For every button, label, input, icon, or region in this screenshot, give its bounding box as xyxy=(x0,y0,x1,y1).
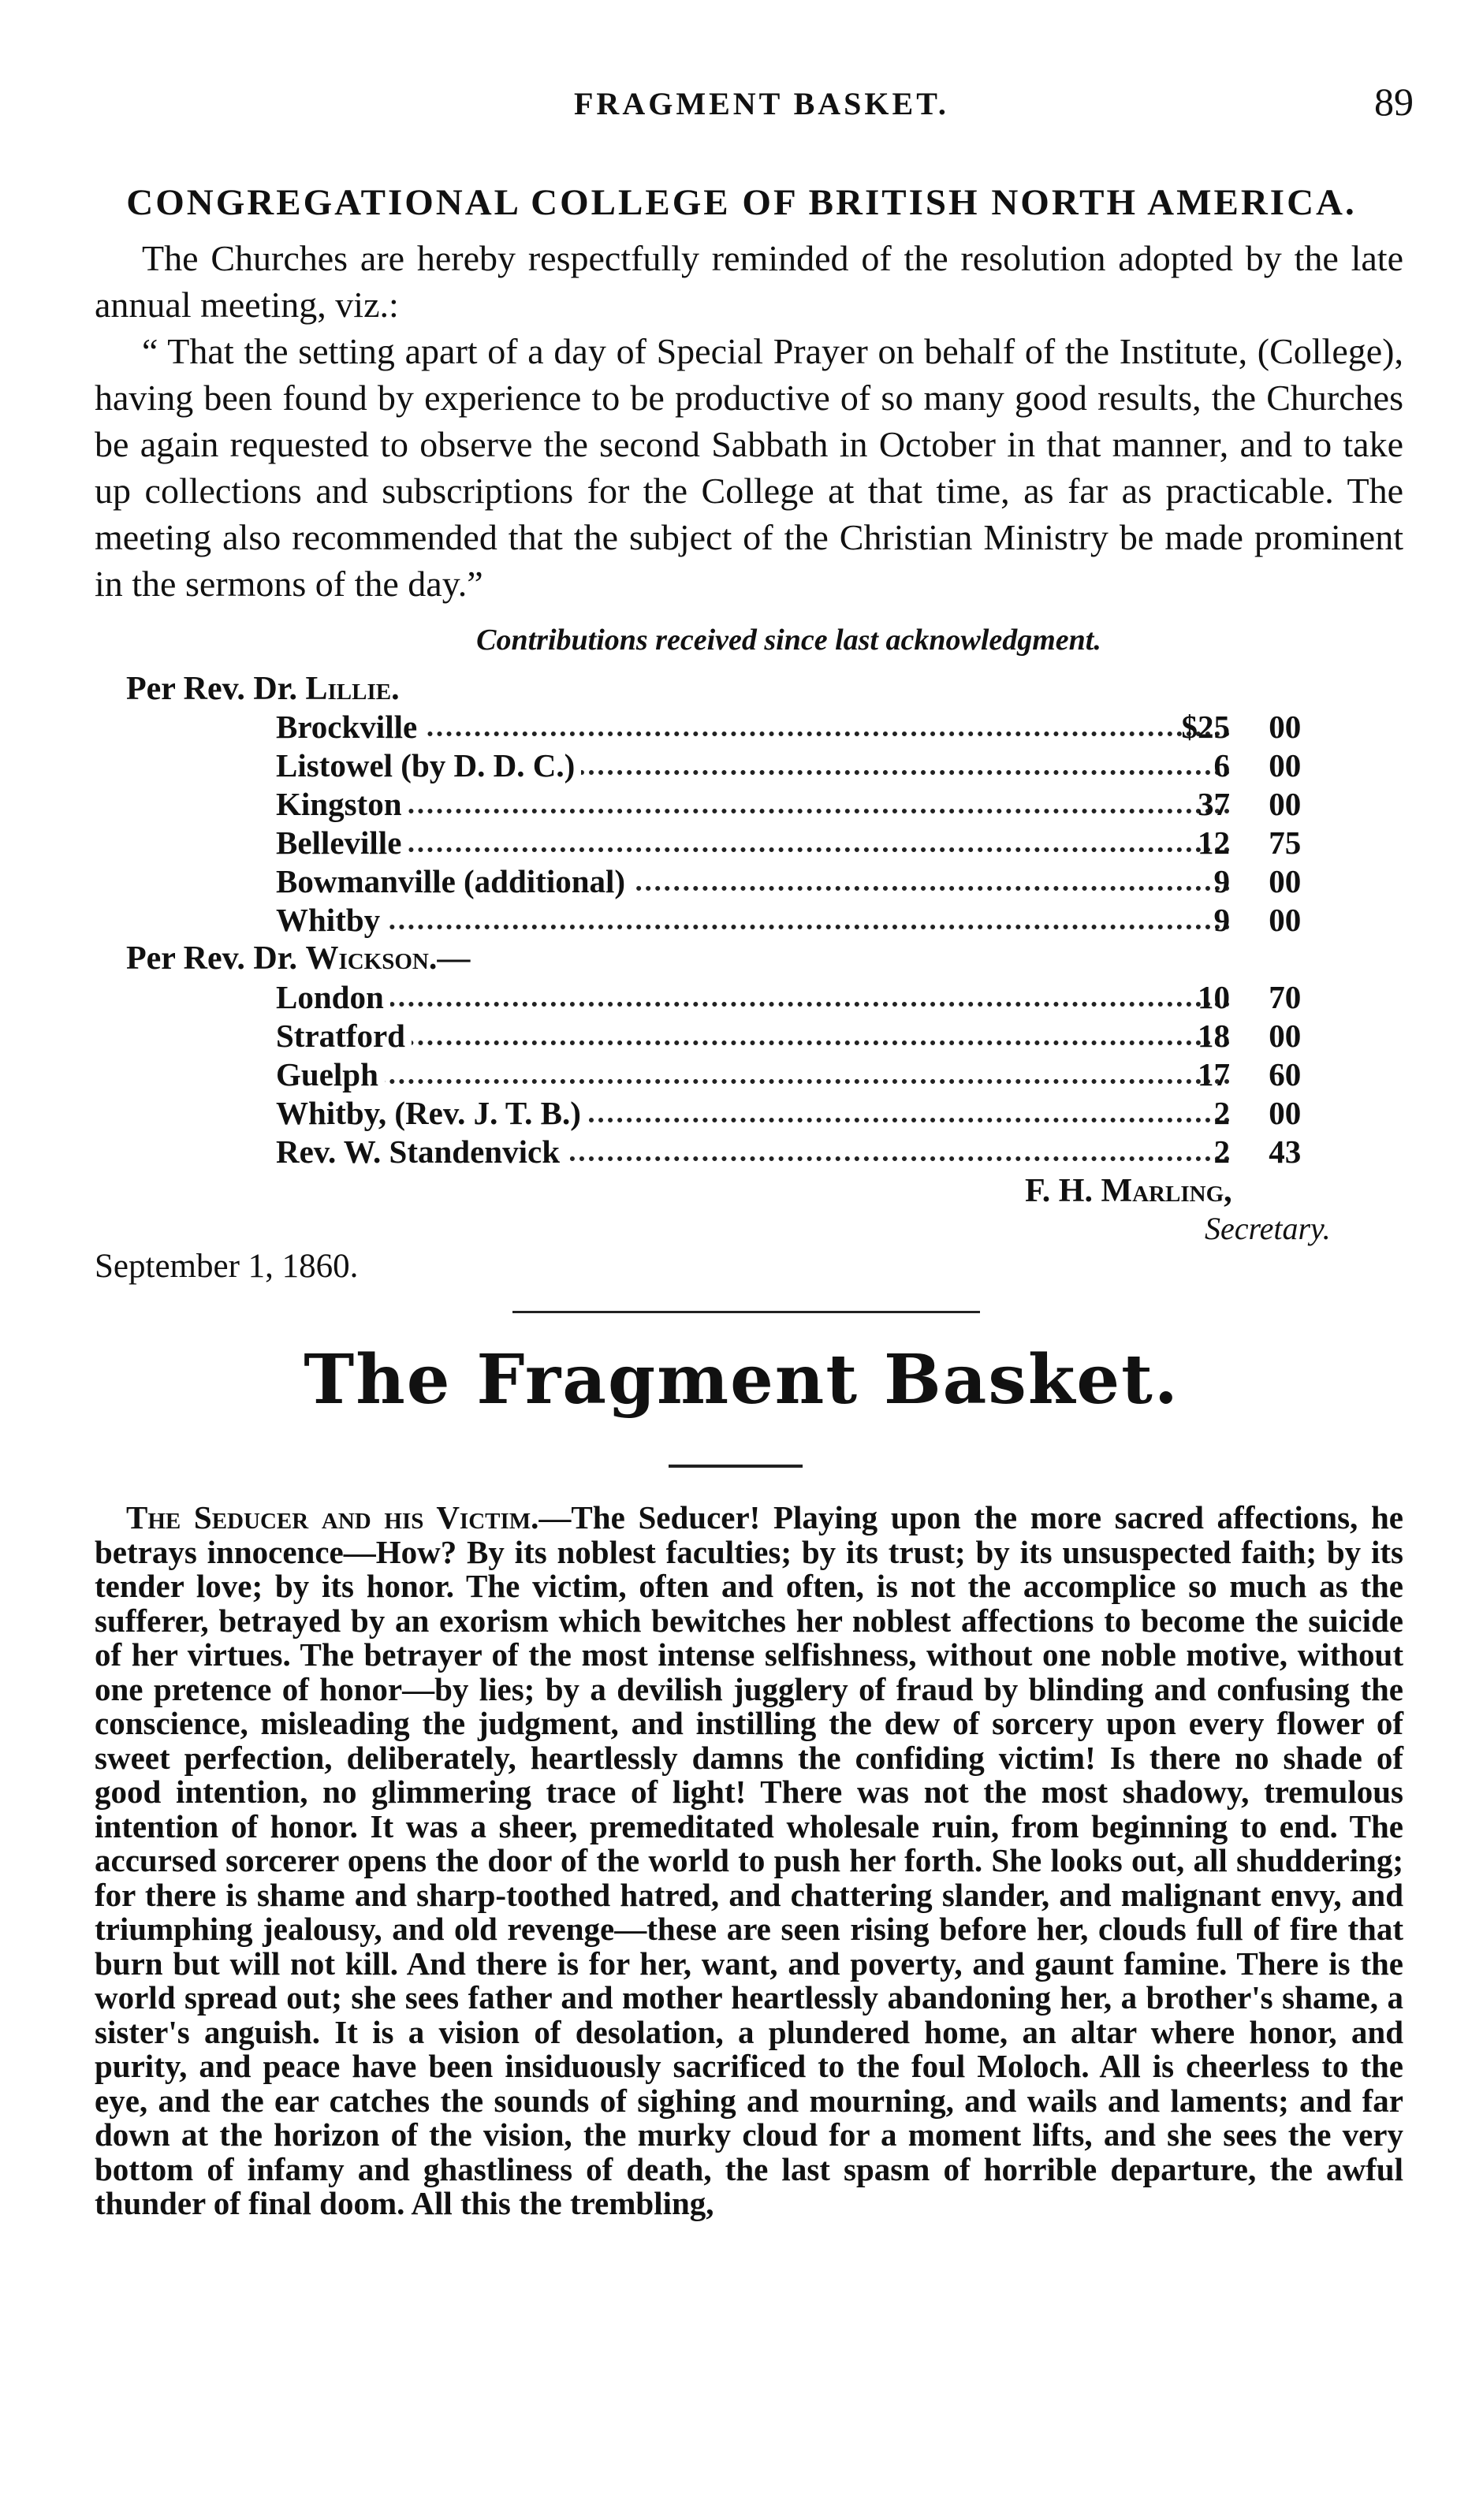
contribution-row xyxy=(276,1017,1302,1056)
dot-leader xyxy=(276,986,1230,1007)
amount-cents: 70 xyxy=(1269,979,1302,1015)
contribution-place: London xyxy=(276,978,390,1016)
amount-cents: 43 xyxy=(1269,1133,1302,1170)
amount-cents: 00 xyxy=(1269,747,1302,784)
intro-text-1: The Churches are hereby respectfully reminded of the resolution adopted by the late annual meeting, viz.: xyxy=(95,238,1403,325)
amount-cents: 60 xyxy=(1269,1056,1302,1092)
contribution-amount xyxy=(1151,746,1317,784)
contribution-row xyxy=(276,978,1302,1018)
amount-cents: 00 xyxy=(1269,786,1302,822)
amount-cents: 75 xyxy=(1269,824,1302,861)
intro-paragraph-1 xyxy=(95,235,1403,328)
page-number: 89 xyxy=(1374,80,1414,124)
amount-cents: 00 xyxy=(1269,1095,1302,1131)
contribution-amount xyxy=(1151,901,1317,939)
contribution-amount xyxy=(1151,1017,1317,1055)
amount-cents: 00 xyxy=(1269,863,1302,899)
contribution-row xyxy=(276,1094,1302,1133)
section-divider xyxy=(512,1311,980,1313)
contribution-row xyxy=(276,785,1302,824)
group-label-prefix: Per Rev. Dr. xyxy=(126,671,297,707)
amount-cents: 00 xyxy=(1269,709,1302,745)
contribution-row xyxy=(276,1055,1302,1095)
title-underline xyxy=(669,1465,803,1468)
running-head xyxy=(0,79,1483,126)
amount-dollars: 10 xyxy=(1198,979,1230,1015)
group-label-wickson xyxy=(126,940,470,977)
contribution-place: Brockville xyxy=(276,708,423,746)
amount-dollars: $25 xyxy=(1181,709,1230,745)
dot-leader xyxy=(276,793,1230,813)
amount-dollars: 6 xyxy=(1213,747,1230,784)
dot-leader xyxy=(276,1025,1230,1045)
paragraph-lead: The Seducer and his Victim. xyxy=(126,1499,539,1535)
amount-cents: 00 xyxy=(1269,1018,1302,1054)
contribution-place: Whitby xyxy=(276,901,386,939)
group-label-prefix: Per Rev. Dr. xyxy=(126,940,297,977)
amount-dollars: 12 xyxy=(1198,824,1230,861)
amount-dollars: 9 xyxy=(1213,902,1230,938)
contribution-place: Stratford xyxy=(276,1017,412,1055)
contribution-place: Listowel (by D. D. C.) xyxy=(276,746,581,784)
contribution-place: Kingston xyxy=(276,785,408,823)
paragraph-text: —The Seducer! Playing upon the more sacred affections, he betrays innocence—How? By its noblest faculties; by its trust; by its unsuspected faith; by its tender love; by its honor. The victim, often and often, is not the accomplice so much as the sufferer, betrayed by an exorism which bewitches her noblest affections to become the suicide of her virtues. The betrayer of the most intense selfishness, without one noble motive, without one pretence of honor—by lies; by a devilish jugglery of fraud by blinding and confusing the conscience, misleading the judgment, and instilling the dew of sorcery upon every flower of sweet perfection, deliberately, heartlessly damns the confiding victim! Is there no shade of good intention, no glimmering trace of light! There was not the most shadowy, tremulous intention of honor. It was a sheer, premeditated wholesale ruin, from beginning to end. The accursed sorcerer opens the door of the world to push her forth. She looks out, all shuddering; for there is shame and sharp-toothed hatred, and chattering slander, and malignant envy, and triumphing jealousy, and old revenge—these are seen rising before her, clouds full of fire that burn but will not kill. And there is for her, want, and poverty, and gaunt famine. There is the world spread out; she sees father and mother heartlessly abandoning her, a brother's shame, a sister's anguish. It is a vision of desolation, a plundered home, an altar where honor, and purity, and peace have been insiduously sacrificed to the foul Moloch. All is cheerless to the eye, and the ear catches the sounds of sighing and mourning, and wails and laments; and far down at the horizon of the vision, the murky cloud for a moment lifts, and she sees the very bottom of infamy and ghastliness of death, the last spasm of horrible departure, the awful thunder of final doom. All this the trembling, xyxy=(95,1499,1404,2221)
amount-dollars: 2 xyxy=(1213,1133,1230,1170)
amount-dollars: 37 xyxy=(1198,786,1230,822)
contribution-amount xyxy=(1151,785,1317,823)
contribution-row xyxy=(276,824,1302,863)
amount-cents: 00 xyxy=(1269,902,1302,938)
group-label-lillie xyxy=(126,670,400,708)
contribution-amount xyxy=(1151,1055,1317,1093)
contributions-title: Contributions received since last acknowledgment. xyxy=(476,623,1101,657)
dot-leader xyxy=(276,832,1230,852)
dot-leader xyxy=(276,1063,1230,1084)
amount-dollars: 9 xyxy=(1213,863,1230,899)
contribution-amount xyxy=(1151,708,1317,746)
contribution-row xyxy=(276,1133,1302,1172)
running-title: FRAGMENT BASKET. xyxy=(574,86,949,121)
section-title: The Fragment Basket. xyxy=(304,1340,1179,1420)
contribution-row xyxy=(276,901,1302,940)
contribution-row xyxy=(276,862,1302,902)
amount-dollars: 2 xyxy=(1213,1095,1230,1131)
signer-role: Secretary. xyxy=(1205,1211,1331,1246)
contribution-place: Belleville xyxy=(276,824,408,862)
contribution-amount xyxy=(1151,1133,1317,1171)
article-date: September 1, 1860. xyxy=(95,1248,359,1285)
contribution-amount xyxy=(1151,862,1317,900)
contribution-amount xyxy=(1151,978,1317,1016)
amount-dollars: 18 xyxy=(1198,1018,1230,1054)
amount-dollars: 17 xyxy=(1198,1056,1230,1092)
contribution-amount xyxy=(1151,824,1317,862)
group-label-name: Lillie. xyxy=(305,671,400,707)
section-body xyxy=(95,1501,1403,2221)
dot-leader xyxy=(276,909,1230,929)
contribution-place: Rev. W. Standenvick xyxy=(276,1133,566,1171)
body-paragraph xyxy=(95,1501,1403,2221)
intro-text-2: “ That the setting apart of a day of Special Prayer on behalf of the Institute, (College), having been found by experience to be productive of so many good results, the Churches be again requested to observe the second Sabbath in October in that manner, and to take up collections and subscriptions for the College at that time, as far as practicable. The meeting also recommended that the subject of the Christian Ministry be made prominent in the sermons of the day.” xyxy=(95,331,1403,604)
contribution-place: Bowmanville (additional) xyxy=(276,862,632,900)
contribution-amount xyxy=(1151,1094,1317,1132)
contribution-row xyxy=(276,746,1302,786)
intro-paragraph-2 xyxy=(95,328,1403,607)
signer-name: F. H. Marling, xyxy=(1025,1173,1232,1209)
group-label-name: Wickson.— xyxy=(305,940,471,977)
contribution-place: Whitby, (Rev. J. T. B.) xyxy=(276,1094,587,1132)
contribution-place: Guelph xyxy=(276,1055,385,1093)
article-heading: CONGREGATIONAL COLLEGE OF BRITISH NORTH AMERICA. xyxy=(126,182,1357,223)
contribution-row xyxy=(276,708,1302,747)
